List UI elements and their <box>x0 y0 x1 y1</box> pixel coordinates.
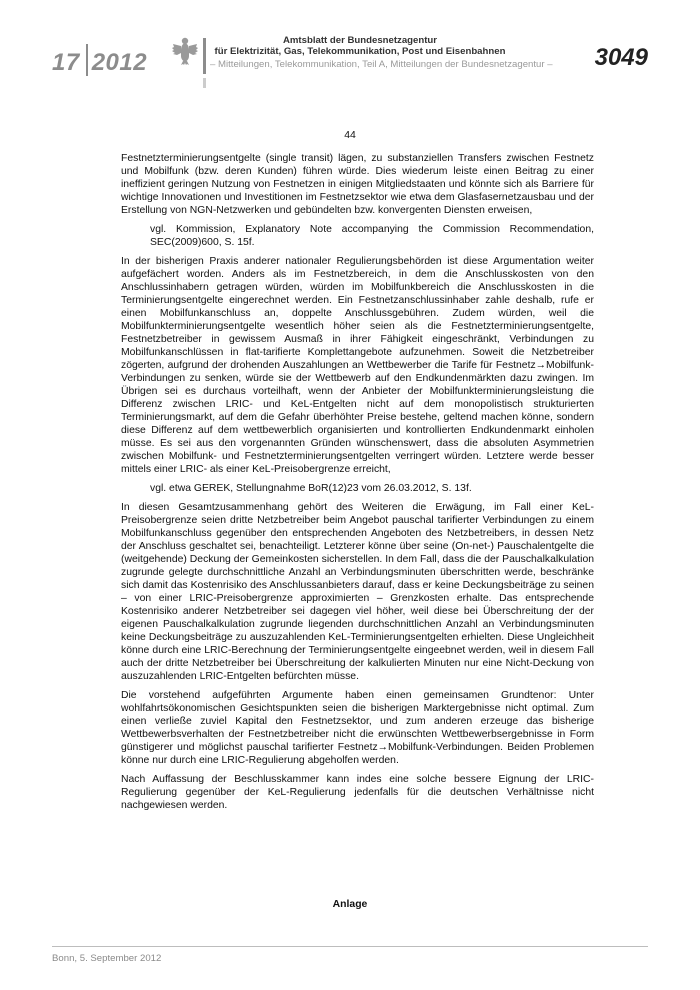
header-divider <box>203 38 206 74</box>
citation: vgl. Kommission, Explanatory Note accompanying the Commission Recommendation, SEC(2009)600, S. 15f. <box>150 224 594 248</box>
page-number: 3049 <box>594 44 648 71</box>
gazette-subtitle: – Mitteilungen, Telekommunikation, Teil A, Mitteilungen der Bundesnetzagentur – <box>210 59 553 70</box>
paragraph: Die vorstehend aufgeführten Argumente haben einen gemeinsamen Grundtenor: Unter wohlfahrtsökonomischen Gesichtspunkten seien die bisherigen Marktergebnisse nicht optimal. Zum einen verließe zuviel Kapital den Festnetzsektor, und zum anderen erzeuge das bisherige Wettbewerbsverhalten der Festnetzbetreiber nicht die erwünschten Wettbewerbsergebnisse in Form günstigerer und möglichst pauschal tarifierter Festnetz→Mobilfunk-Verbindungen. Beiden Problemen könne nur durch eine LRIC-Regulierung abgeholfen werden. <box>121 690 594 766</box>
federal-eagle-icon <box>172 36 198 71</box>
issue-number: 17 <box>52 49 80 76</box>
footer-text: Bonn, 5. September 2012 <box>52 953 162 964</box>
gazette-title <box>210 35 510 57</box>
issue-label <box>52 44 147 77</box>
document-body <box>121 152 594 818</box>
closing-heading: Anlage <box>332 899 368 910</box>
paragraph: Nach Auffassung der Beschlusskammer kann indes eine solche bessere Eignung der LRIC-Regulierung gegenüber der KeL-Regulierung jedenfalls für die deutschen Verhältnisse nicht nachgewiesen werden. <box>121 774 594 811</box>
header-divider-lower <box>203 78 206 88</box>
paragraph: In der bisherigen Praxis anderer nationaler Regulierungsbehörden ist diese Argumentation weiter aufgefächert worden. Anders als im Festnetzbereich, in dem die Anschlusskosten von den Anschlussinhabern getragen würden, würden im Mobilfunkbereich die Anschlusskosten in die Terminierungsentgelte eingerechnet werden. Ein Festnetzanschlussinhaber zahle deshalb, rufe er einen Mobilfunkanschluss an, doppelte Anschlussgebühren. Zudem würden, weil die Mobilfunkterminierungsentgelte wesentlich höher seien als die Festnetzterminierungsentgelte, Festnetzbetreiber in gewissem Ausmaß in ihrer Fähigkeit eingeschränkt, Verbindungen zu Mobilfunkanschlüssen in flat-tarifierte Komplettangebote aufzunehmen. Soweit die Netzbetreiber zögerten, aufgrund der drohenden Auszahlungen an Wettbewerber die Tarife für Festnetz→Mobilfunk-Verbindungen zu senken, würde sie der Wettbewerb auf den Endkundenmärkten dazu zwingen. Im Übrigen sei es durchaus vorteilhaft, wenn der Anbieter der Mobilfunkterminierungsleistung die Differenz zwischen LRIC- und KeL-Entgelten nicht auf dem monopolistisch strukturierten Terminierungsmarkt, auf dem die Gefahr überhöhter Preise bestehe, geltend machen könne, sondern diese Differenz auf dem wettbewerblich organisierten und kontrollierten Endkundenmarkt einholen müsse. Es sei aus den vorgenannten Gründen wünschenswert, dass die absoluten Asymmetrien zwischen Mobilfunk- und Festnetzterminierungsentgelten verringert würden. Letztere werde besser mittels einer LRIC- als einer KeL-Preisobergrenze erreicht, <box>121 256 594 475</box>
issue-divider <box>86 44 88 76</box>
paragraph: In diesen Gesamtzusammenhang gehört des Weiteren die Erwägung, im Fall einer KeL-Preisobergrenze seien dritte Netzbetreiber beim Angebot pauschal tarifierter Verbindungen zu einem Mobilfunkanschluss gegenüber den entsprechenden Angeboten des Netzbetreibers, in dessen Netz der Anschluss geschaltet sei, benachteiligt. Letzterer könne über seine (On-net-) Pauschalentgelte die (weitgehende) Deckung der Gemeinkosten sicherstellen. In dem Fall, dass die der Pauschalkalkulation zugrunde gelegte durchschnittliche Anzahl an Verbindungsminuten überschritten werde, beschränke sich damit das Kostenrisiko des Anschlussanbieters darauf, dass er keine Deckungsbeiträge zu seinen – von einer LRIC-Preisobergrenze approximierten – Grenzkosten erhalte. Das entsprechende Kostenrisiko anderer Netzbetreiber sei dagegen viel höher, weil diese bei Überschreitung der der eigenen Pauschalkalkulation zugrunde liegenden durchschnittlichen Anzahl an Verbindungsminuten keine Deckungsbeiträge zu auszuzahlenden KeL-Terminierungsentgelten erhielten. Diese Ungleichheit könne durch eine LRIC-Berechnung der Terminierungsentgelte eingeebnet werden, weil in diesem Fall auch der dritte Netzbetreiber bei Überschreitung der kalkulierten Minuten nur eine Nicht-Deckung von auszuzahlenden LRIC-Entgelten befürchten müsse. <box>121 502 594 682</box>
paragraph: Festnetzterminierungsentgelte (single transit) lägen, zu substanziellen Transfers zwischen Festnetz und Mobilfunk (bzw. deren Kunden) führen würde. Dies wiederum leiste einen Beitrag zu einer ineffizient geringen Nutzung von Festnetzen in einigen Mitgliedstaaten und könnte sich als Barriere für wichtige Innovationen und Investitionen im Festnetzsektor wie etwa dem Glasfasernetzausbau und der Erstellung von NGN-Netzwerken und gebündelten bzw. konvergenten Diensten erweisen, <box>121 153 594 216</box>
issue-year: 2012 <box>91 49 148 76</box>
gazette-title-line1: Amtsblatt der Bundesnetzagentur <box>282 35 438 46</box>
inner-page-number: 44 <box>344 130 356 141</box>
footer-divider <box>52 946 648 947</box>
gazette-title-line2: für Elektrizität, Gas, Telekommunikation, Post und Eisenbahnen <box>214 46 506 57</box>
citation: vgl. etwa GEREK, Stellungnahme BoR(12)23 vom 26.03.2012, S. 13f. <box>150 483 472 494</box>
